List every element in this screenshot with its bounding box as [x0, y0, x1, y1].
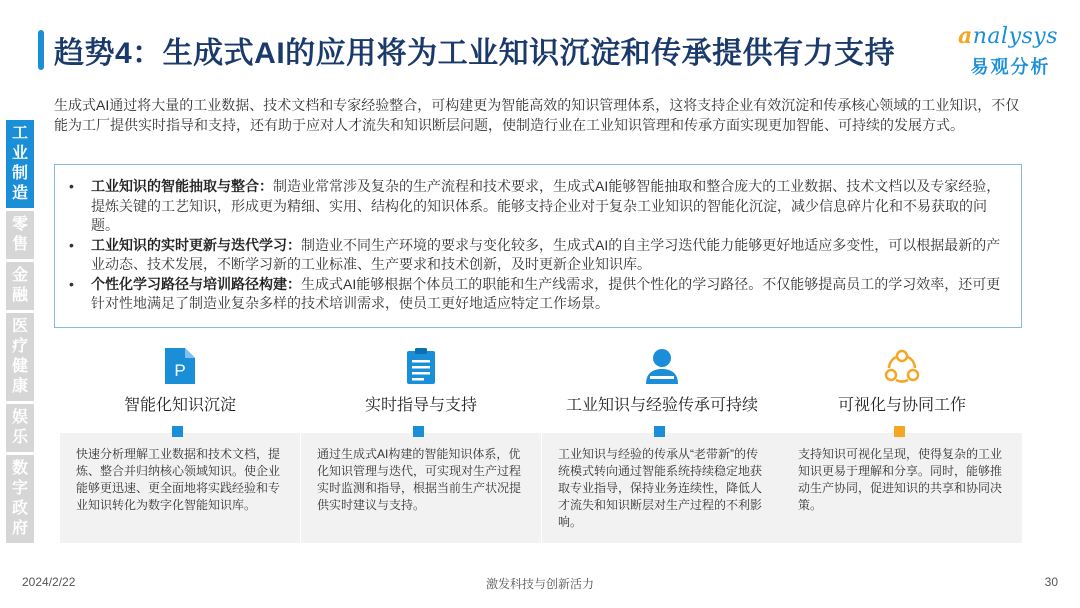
analysys-logo: analysys 易观分析: [958, 23, 1059, 77]
footer-slogan: 激发科技与创新活力: [485, 577, 594, 591]
collaboration-icon: [782, 348, 1022, 384]
bullet-dot: •: [69, 236, 74, 253]
industry-sidenav: [6, 120, 34, 546]
bullet-text: 制造业不同生产环境的要求与变化较多，生成式AI的自主学习迭代能力能够更好地适应多变性，可以根据最新的产业动态、技术发展，不断学习新的工业标准、生产要求和技术创新，及时更新企业知识库。: [91, 236, 1001, 272]
user-icon: [542, 348, 782, 384]
bullet-dot: •: [69, 275, 74, 292]
feature-cards: [60, 340, 1022, 545]
page-title: 趋势4：生成式AI的应用将为工业知识沉淀和传承提供有力支持: [54, 37, 896, 70]
sidenav-item-manufacturing[interactable]: 工业制造: [6, 120, 34, 208]
title-accent-bar: [38, 30, 44, 70]
feature-card-visual-collaboration: [782, 340, 1022, 545]
feature-card-label: 智能化知识沉淀: [123, 397, 236, 414]
bullet-text: 生成式AI能够根据个体员工的职能和生产线需求，提供个性化的学习路径。不仅能够提高员工的学习效率，还可更针对性地满足了制造业复杂多样的技术培训需求，使员工更好地适应特定工作场景。: [91, 275, 1001, 311]
feature-card-description: 通过生成式AI构建的智能知识体系，优化知识管理与迭代，可实现对生产过程实时监测和指导，根据当前生产状况提供实时建议与支持。: [301, 433, 541, 543]
sidenav-item-entertainment[interactable]: 娱乐: [6, 404, 34, 452]
sidenav-item-finance[interactable]: 金融: [6, 262, 34, 310]
svg-text:P: P: [174, 361, 186, 380]
feature-card-label: 工业知识与经验传承可持续: [565, 397, 758, 414]
feature-card-label: 实时指导与支持: [364, 397, 477, 414]
feature-card-description: 工业知识与经验的传承从“老带新”的传统模式转向通过智能系统持续稳定地获取专业指导，保持业务连续性，降低人才流失和知识断层对生产过程的不利影响。: [542, 433, 782, 543]
blue-square-marker: [172, 426, 183, 437]
feature-card-sustainable-inheritance: [542, 340, 782, 545]
bullet-dot: •: [69, 178, 74, 194]
bullet-item: [69, 177, 1001, 236]
bullet-text: 制造业常常涉及复杂的生产流程和技术要求，生成式AI能够智能抽取和整合庞大的工业数据、技术文档以及专家经验，提炼关键的工艺知识，形成更为精细、实用、结构化的知识体系。能够支持企业对于复杂工业知识的智能化沉淀，减少信息碎片化和不易获取的问题。: [91, 178, 1001, 233]
feature-card-realtime-guidance: [301, 340, 541, 545]
footer-date: 2024/2/22: [22, 575, 76, 589]
blue-square-marker: [654, 426, 665, 437]
bullet-item: [69, 275, 1001, 314]
bullet-heading: 工业知识的实时更新与迭代学习：: [91, 236, 301, 253]
bullet-item: [69, 236, 1001, 275]
page-number: 30: [1044, 575, 1058, 589]
bullet-heading: 个性化学习路径与培训路径构建：: [91, 275, 301, 292]
key-points-box: [54, 164, 1022, 328]
feature-card-label: 可视化与协同工作: [837, 397, 966, 414]
sidenav-item-digital-government[interactable]: 数字政府: [6, 455, 34, 543]
blue-square-marker: [413, 426, 424, 437]
sidenav-item-healthcare[interactable]: 医疗健康: [6, 313, 34, 401]
sidenav-item-retail[interactable]: 零售: [6, 211, 34, 259]
feature-card-knowledge-accumulation: [60, 340, 300, 545]
document-p-icon: [60, 348, 300, 384]
feature-card-description: 快速分析理解工业数据和技术文档，提炼、整合并归纳核心领域知识。使企业能够更迅速、更全面地将实践经验和专业知识转化为数字化智能知识库。: [60, 433, 300, 543]
feature-card-description: 支持知识可视化呈现，使得复杂的工业知识更易于理解和分享。同时，能够推动生产协同，促进知识的共享和协同决策。: [782, 433, 1022, 543]
clipboard-icon: [301, 348, 541, 384]
bullet-heading: 工业知识的智能抽取与整合：: [91, 178, 273, 194]
orange-square-marker: [894, 426, 905, 437]
intro-paragraph: 生成式AI通过将大量的工业数据、技术文档和专家经验整合，可构建更为智能高效的知识管理体系，这将支持企业有效沉淀和传承核心领域的工业知识，不仅能为工厂提供实时指导和支持，还有助于应对人才流失和知识断层问题，使制造行业在工业知识管理和传承方面实现更加智能、可持续的发展方式。: [54, 97, 1020, 133]
